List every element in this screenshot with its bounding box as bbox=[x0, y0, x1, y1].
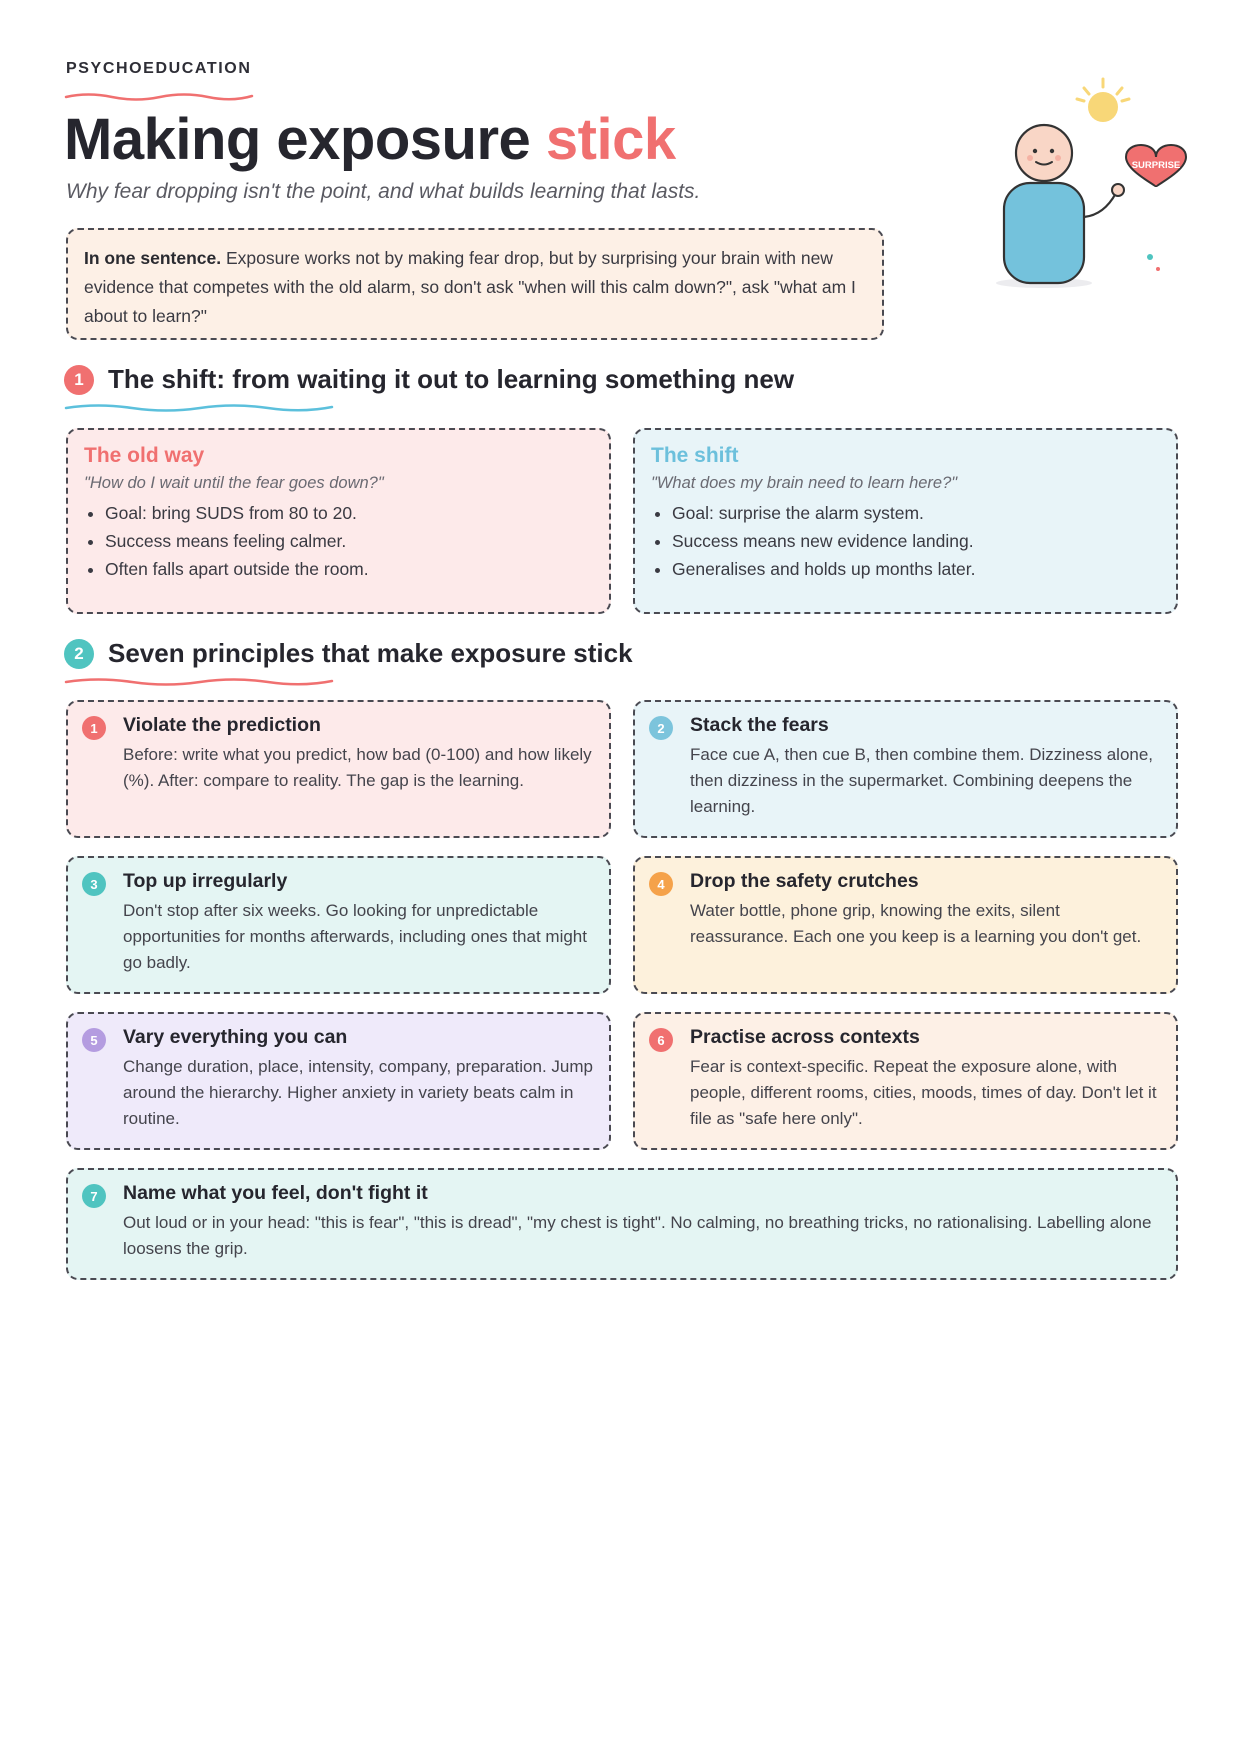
principle-number-badge: 1 bbox=[82, 716, 106, 740]
principle-title: Vary everything you can bbox=[123, 1026, 348, 1048]
principle-body: Don't stop after six weeks. Go looking for unpredictable opportunities for months afterwards, including ones that might go badly. bbox=[123, 901, 587, 972]
section-number-badge: 2 bbox=[64, 639, 94, 669]
title-main: Making exposure bbox=[64, 107, 546, 172]
principle-number-badge: 5 bbox=[82, 1028, 106, 1052]
old-way-question: "How do I wait until the fear goes down?" bbox=[84, 474, 384, 492]
list-item: • Goal: surprise the alarm system. bbox=[672, 499, 1160, 527]
principle-body: Fear is context-specific. Repeat the exposure alone, with people, different rooms, cities, moods, times of day. Don't let it file as "safe here only". bbox=[690, 1057, 1157, 1128]
mascot-illustration bbox=[988, 75, 1188, 295]
list-item: • Goal: bring SUDS from 80 to 20. bbox=[105, 499, 593, 527]
principle-body: Before: write what you predict, how bad (0-100) and how likely (%). After: compare to reality. The gap is the learning. bbox=[123, 745, 592, 790]
list-item: • Success means new evidence landing. bbox=[672, 527, 1160, 555]
section-number-badge: 1 bbox=[64, 365, 94, 395]
principle-card-4 bbox=[633, 856, 1178, 994]
section-title: Seven principles that make exposure stick bbox=[108, 638, 633, 668]
principle-number-badge: 6 bbox=[649, 1028, 673, 1052]
mascot-face bbox=[1016, 125, 1072, 181]
principle-number-badge: 4 bbox=[649, 872, 673, 896]
principle-title: Stack the fears bbox=[690, 714, 829, 736]
list-item: • Generalises and holds up months later. bbox=[672, 555, 1160, 583]
old-way-list bbox=[84, 499, 593, 583]
principle-body: Face cue A, then cue B, then combine them. Dizziness alone, then dizziness in the supermarket. Combining deepens the learning. bbox=[690, 745, 1154, 816]
shift-list bbox=[651, 499, 1160, 583]
section-1-underline bbox=[64, 402, 334, 414]
title-accent: stick bbox=[545, 107, 676, 172]
section-2-underline bbox=[64, 676, 334, 688]
principle-number-badge: 7 bbox=[82, 1184, 106, 1208]
eyebrow-underline bbox=[64, 90, 254, 102]
section-heading-1 bbox=[64, 364, 794, 395]
principle-title: Drop the safety crutches bbox=[690, 870, 919, 892]
principle-number-badge: 2 bbox=[649, 716, 673, 740]
section-heading-2 bbox=[64, 638, 633, 669]
sun-icon bbox=[1077, 79, 1129, 122]
page-title bbox=[64, 106, 676, 173]
eyebrow-label: PSYCHOEDUCATION bbox=[66, 60, 252, 77]
principle-body: Out loud or in your head: "this is fear", "this is dread", "my chest is tight". No calming, no breathing tricks, no rationalising. Labelling alone loosens the grip. bbox=[123, 1213, 1152, 1258]
old-way-card bbox=[66, 428, 611, 614]
principle-title: Top up irregularly bbox=[123, 870, 288, 892]
list-item: • Often falls apart outside the room. bbox=[105, 555, 593, 583]
principle-card-6 bbox=[633, 1012, 1178, 1150]
page-subtitle: Why fear dropping isn't the point, and what builds learning that lasts. bbox=[66, 180, 701, 203]
summary-label: In one sentence. bbox=[84, 248, 222, 268]
shift-card bbox=[633, 428, 1178, 614]
summary-text: Exposure works not by making fear drop, but by surprising your brain with new evidence that competes with the old alarm, so don't ask "when will this calm down?", ask "what am I about to learn?" bbox=[84, 248, 856, 326]
principle-number-badge: 3 bbox=[82, 872, 106, 896]
principle-title: Violate the prediction bbox=[123, 714, 321, 736]
summary-box bbox=[66, 228, 884, 340]
old-way-heading: The old way bbox=[84, 444, 205, 467]
principle-body: Change duration, place, intensity, company, preparation. Jump around the hierarchy. Higher anxiety in variety beats calm in routine. bbox=[123, 1057, 593, 1128]
principle-card-2 bbox=[633, 700, 1178, 838]
heart-label: SURPRISE bbox=[1131, 160, 1181, 171]
list-item: • Success means feeling calmer. bbox=[105, 527, 593, 555]
principle-title: Name what you feel, don't fight it bbox=[123, 1182, 428, 1204]
shift-heading: The shift bbox=[651, 444, 739, 467]
shift-question: "What does my brain need to learn here?" bbox=[651, 474, 958, 492]
principle-card-1 bbox=[66, 700, 611, 838]
principle-title: Practise across contexts bbox=[690, 1026, 920, 1048]
principle-card-7 bbox=[66, 1168, 1178, 1280]
principle-card-5 bbox=[66, 1012, 611, 1150]
principle-card-3 bbox=[66, 856, 611, 994]
section-title: The shift: from waiting it out to learning something new bbox=[108, 364, 795, 394]
principle-body: Water bottle, phone grip, knowing the exits, silent reassurance. Each one you keep is a learning you don't get. bbox=[690, 901, 1142, 946]
